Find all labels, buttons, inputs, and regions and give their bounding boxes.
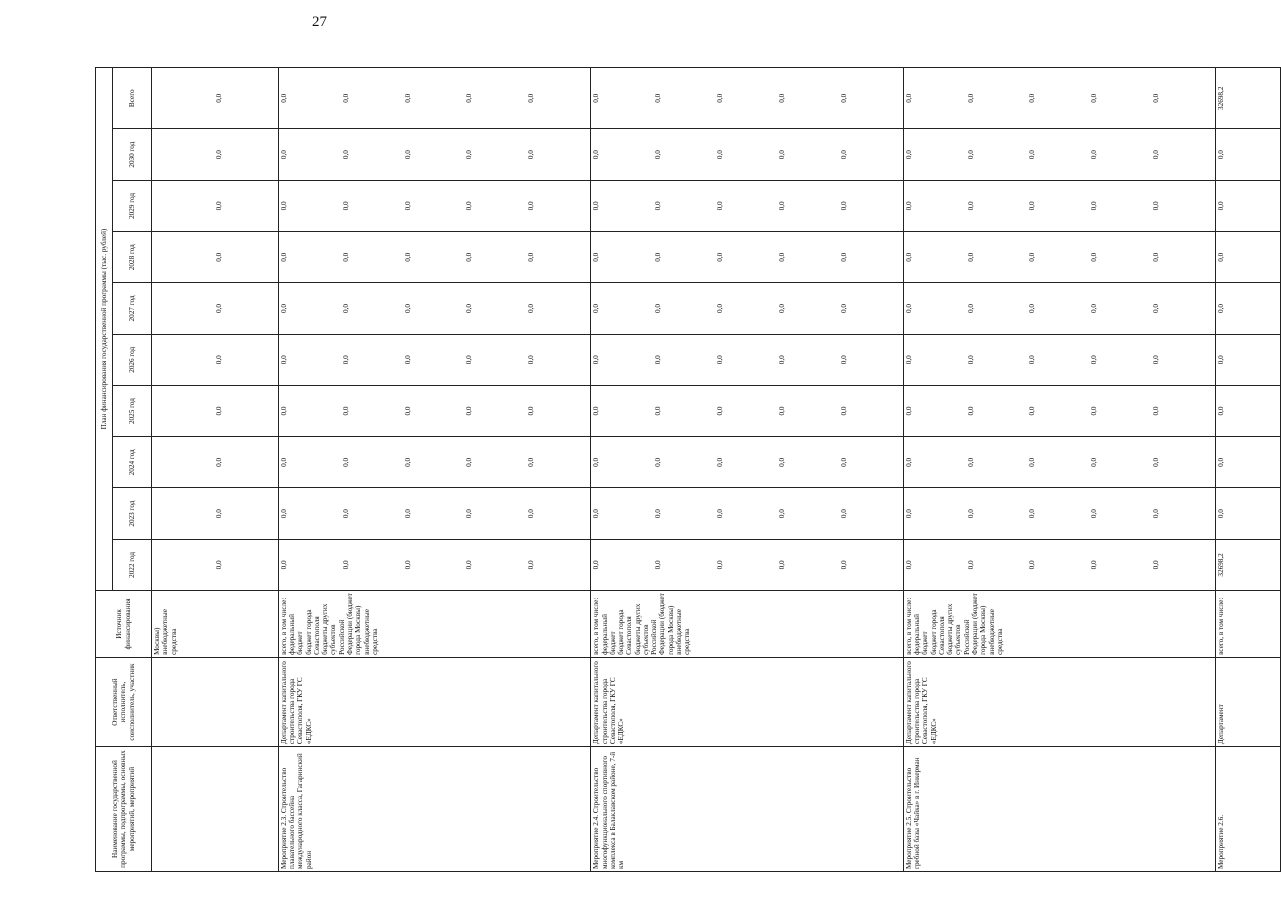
financing-table xyxy=(95,67,1281,872)
value: 0,0 xyxy=(279,304,288,313)
value: 0,0 xyxy=(1090,252,1099,262)
value: 0,0 xyxy=(527,406,536,416)
value xyxy=(153,542,215,588)
funding-source: всего, в том числе: xyxy=(592,597,601,655)
value: 0,0 xyxy=(1028,201,1037,211)
value: 0,0 xyxy=(839,355,848,365)
value: 0,0 xyxy=(716,355,725,365)
value: 0,0 xyxy=(1028,560,1037,570)
value: 0,0 xyxy=(279,201,288,211)
value-cell xyxy=(591,539,903,590)
value-cell xyxy=(152,68,279,130)
value: 0,0 xyxy=(341,93,350,103)
value: 0,0 xyxy=(592,406,601,416)
value: 0,0 xyxy=(1090,93,1099,103)
value xyxy=(153,337,215,383)
value: 0,0 xyxy=(654,93,663,103)
value: 0,0 xyxy=(716,304,725,313)
table-row xyxy=(903,68,1215,872)
value: 0,0 xyxy=(279,560,288,570)
value: 0,0 xyxy=(592,509,601,519)
value: 0,0 xyxy=(403,509,412,519)
value-cell xyxy=(1216,68,1281,130)
value: 0,0 xyxy=(341,355,350,365)
value: 0,0 xyxy=(403,457,412,467)
value-cell xyxy=(591,334,903,385)
value: 0,0 xyxy=(465,509,474,519)
value-cell xyxy=(903,180,1215,231)
value: 0,0 xyxy=(777,406,786,416)
header-year: 2026 год xyxy=(113,334,152,385)
value: 0,0 xyxy=(465,457,474,467)
value: 0,0 xyxy=(654,150,663,160)
value: 0,0 xyxy=(1217,304,1226,313)
header-year: Всего xyxy=(113,68,152,130)
value-cell xyxy=(152,334,279,385)
value: 0,0 xyxy=(654,509,663,519)
value: 0,0 xyxy=(1152,457,1161,467)
value: 0,0 xyxy=(403,355,412,365)
funding-source: всего, в том числе: xyxy=(904,597,913,655)
value: 0,0 xyxy=(1028,252,1037,262)
value: 0,0 xyxy=(527,252,536,262)
value: 0,0 xyxy=(1217,406,1226,416)
value: 0,0 xyxy=(839,509,848,519)
table-row xyxy=(152,68,279,872)
value-cell xyxy=(1216,488,1281,539)
value: 0,0 xyxy=(904,355,913,365)
value: 0,0 xyxy=(465,560,474,570)
value: 0,0 xyxy=(1152,252,1161,262)
value: 0,0 xyxy=(777,457,786,467)
value-cell xyxy=(278,283,590,334)
value: 0,0 xyxy=(1028,457,1037,467)
value: 0,0 xyxy=(839,457,848,467)
value: 0,0 xyxy=(966,150,975,160)
value: 0,0 xyxy=(214,201,223,211)
value: 0,0 xyxy=(904,93,913,103)
value: 0,0 xyxy=(403,93,412,103)
value: 0,0 xyxy=(1090,304,1099,313)
value-cell xyxy=(278,68,590,130)
value: 0,0 xyxy=(279,150,288,160)
responsible: Департамент капитального строительства города Севастополя, ГКУ ГС «ЕДКС» xyxy=(903,657,1215,746)
value: 0,0 xyxy=(839,93,848,103)
value: 0,0 xyxy=(592,304,601,313)
value: 0,0 xyxy=(592,201,601,211)
value: 0,0 xyxy=(777,304,786,313)
value: 0,0 xyxy=(527,355,536,365)
value-cell xyxy=(1216,129,1281,180)
value: 0,0 xyxy=(592,150,601,160)
value: 0,0 xyxy=(966,252,975,262)
value: 0,0 xyxy=(465,304,474,313)
value: 0,0 xyxy=(716,201,725,211)
value-cell xyxy=(152,488,279,539)
value: 0,0 xyxy=(279,252,288,262)
value-cell xyxy=(1216,334,1281,385)
value: 0,0 xyxy=(1152,304,1161,313)
value: 0,0 xyxy=(214,252,223,262)
value-cell xyxy=(591,488,903,539)
value: 0,0 xyxy=(527,304,536,313)
value: 0,0 xyxy=(465,252,474,262)
value: 0,0 xyxy=(1152,560,1161,570)
value: 0,0 xyxy=(839,150,848,160)
value: 0,0 xyxy=(1217,509,1226,519)
value: 0,0 xyxy=(403,406,412,416)
value-cell xyxy=(903,283,1215,334)
header-name: Наименование государственной программы, подпрограммы, основных мероприятий, мероприятий xyxy=(96,747,152,872)
page-number: 27 xyxy=(312,14,327,30)
value-cell xyxy=(591,283,903,334)
value: 0,0 xyxy=(904,509,913,519)
value-cell xyxy=(1216,437,1281,488)
value-cell xyxy=(152,283,279,334)
value: 0,0 xyxy=(777,355,786,365)
value: 0,0 xyxy=(1217,457,1226,467)
responsible: Департамент xyxy=(1216,657,1281,746)
value-cell xyxy=(152,180,279,231)
funding-source: внебюджетные средства xyxy=(161,609,178,655)
activity-name: Мероприятие 2.6. xyxy=(1216,747,1281,872)
value: 0,0 xyxy=(341,201,350,211)
value: 0,0 xyxy=(904,560,913,570)
value: 0,0 xyxy=(716,252,725,262)
value: 0,0 xyxy=(966,304,975,313)
value-cell xyxy=(1216,232,1281,283)
value: 0,0 xyxy=(1152,406,1161,416)
value: 0,0 xyxy=(904,304,913,313)
value-cell xyxy=(278,539,590,590)
value-cell xyxy=(1216,283,1281,334)
value-cell xyxy=(591,129,903,180)
value: 0,0 xyxy=(465,150,474,160)
funding-source: федеральный бюджет xyxy=(600,614,617,655)
value: 0,0 xyxy=(279,509,288,519)
value: 0,0 xyxy=(341,150,350,160)
value-cell xyxy=(1216,539,1281,590)
value: 0,0 xyxy=(966,457,975,467)
value-cell xyxy=(591,385,903,436)
value: 0,0 xyxy=(341,509,350,519)
value-cell xyxy=(903,129,1215,180)
value: 0,0 xyxy=(777,560,786,570)
header-year: 2022 год xyxy=(113,539,152,590)
activity-name: Мероприятие 2.4. Строительство многофункционального спортивного комплекса в Балаклавском районе, 7-й км xyxy=(591,747,903,872)
header-plan: План финансирования государственной программы (тыс. рублей) xyxy=(96,68,113,591)
responsible: Департамент капитального строительства города Севастополя, ГКУ ГС «ЕДКС» xyxy=(591,657,903,746)
value: 0,0 xyxy=(1028,93,1037,103)
value: 0,0 xyxy=(403,150,412,160)
activity-name: Мероприятие 2.3. Строительство плавательного бассейна международного класса, Гагаринский район xyxy=(278,747,590,872)
funding-source: внебюджетные средства xyxy=(362,609,379,655)
value: 0,0 xyxy=(1090,406,1099,416)
value: 0,0 xyxy=(527,93,536,103)
value: 0,0 xyxy=(1028,304,1037,313)
value: 0,0 xyxy=(1028,355,1037,365)
value: 0,0 xyxy=(214,457,223,467)
value: 0,0 xyxy=(1028,509,1037,519)
value: 32698,2 xyxy=(1217,86,1226,110)
value: 0,0 xyxy=(1152,150,1161,160)
value-cell xyxy=(278,232,590,283)
value: 0,0 xyxy=(527,201,536,211)
value: 0,0 xyxy=(1152,509,1161,519)
funding-source: федеральный бюджет xyxy=(912,614,930,655)
value: 0,0 xyxy=(1090,457,1099,467)
value-cell xyxy=(591,437,903,488)
value: 0,0 xyxy=(592,457,601,467)
value: 0,0 xyxy=(403,252,412,262)
value: 0,0 xyxy=(1217,355,1226,365)
value: 0,0 xyxy=(214,93,223,103)
value: 0,0 xyxy=(1152,355,1161,365)
value: 0,0 xyxy=(716,93,725,103)
table-row xyxy=(278,68,590,872)
value-cell xyxy=(152,129,279,180)
value: 0,0 xyxy=(839,560,848,570)
value: 0,0 xyxy=(839,406,848,416)
value: 0,0 xyxy=(592,355,601,365)
value-cell xyxy=(903,385,1215,436)
value: 0,0 xyxy=(279,406,288,416)
value xyxy=(153,490,215,536)
value: 0,0 xyxy=(465,201,474,211)
header-year: 2025 год xyxy=(113,385,152,436)
source-cell xyxy=(591,591,903,658)
header-year: 2030 год xyxy=(113,129,152,180)
value: 0,0 xyxy=(777,201,786,211)
funding-source: бюджет города Севастополя xyxy=(304,609,321,655)
value-cell xyxy=(591,232,903,283)
value: 0,0 xyxy=(966,93,975,103)
funding-source: бюджеты других субъектов Российской Федерации (бюджет города Москвы) xyxy=(946,593,988,655)
value: 0,0 xyxy=(839,304,848,313)
value: 0,0 xyxy=(654,355,663,365)
header-responsible: Ответственный исполнитель, соисполнитель, участник xyxy=(96,657,152,746)
value: 0,0 xyxy=(966,406,975,416)
value: 0,0 xyxy=(654,304,663,313)
value-cell xyxy=(152,232,279,283)
value-cell xyxy=(152,437,279,488)
value: 0,0 xyxy=(654,406,663,416)
value: 0,0 xyxy=(527,150,536,160)
value: 0,0 xyxy=(592,560,601,570)
value: 0,0 xyxy=(716,560,725,570)
value xyxy=(153,439,215,485)
header-year: 2024 год xyxy=(113,437,152,488)
value-cell xyxy=(903,232,1215,283)
header-year: 2028 год xyxy=(113,232,152,283)
value: 0,0 xyxy=(1090,201,1099,211)
value-cell xyxy=(152,385,279,436)
value: 0,0 xyxy=(904,406,913,416)
value: 0,0 xyxy=(592,93,601,103)
value: 0,0 xyxy=(1217,252,1226,262)
value-cell xyxy=(278,334,590,385)
source-cell xyxy=(152,591,279,658)
value: 0,0 xyxy=(1090,150,1099,160)
value: 0,0 xyxy=(527,457,536,467)
value: 0,0 xyxy=(214,304,223,313)
value: 0,0 xyxy=(1152,93,1161,103)
value: 0,0 xyxy=(214,560,223,570)
value: 0,0 xyxy=(592,252,601,262)
value: 0,0 xyxy=(341,560,350,570)
source-cell xyxy=(278,591,590,658)
value: 0,0 xyxy=(214,150,223,160)
value: 0,0 xyxy=(214,355,223,365)
header-source: Источник финансирования xyxy=(96,591,152,658)
value: 32698,2 xyxy=(1217,553,1226,577)
value-cell xyxy=(903,68,1215,130)
header-year: 2027 год xyxy=(113,283,152,334)
value: 0,0 xyxy=(1217,150,1226,160)
value: 0,0 xyxy=(403,201,412,211)
value: 0,0 xyxy=(1028,150,1037,160)
value xyxy=(153,388,215,434)
value xyxy=(153,183,215,229)
value-cell xyxy=(591,68,903,130)
source-cell xyxy=(903,591,1215,658)
value: 0,0 xyxy=(1028,406,1037,416)
value: 0,0 xyxy=(403,560,412,570)
funding-source: бюджет города Севастополя xyxy=(617,609,634,655)
value: 0,0 xyxy=(904,252,913,262)
value: 0,0 xyxy=(904,457,913,467)
value: 0,0 xyxy=(341,457,350,467)
value: 0,0 xyxy=(904,201,913,211)
value: 0,0 xyxy=(1090,509,1099,519)
value: 0,0 xyxy=(654,560,663,570)
table-row xyxy=(591,68,903,872)
value: 0,0 xyxy=(341,252,350,262)
activity-name xyxy=(152,747,279,872)
value-cell xyxy=(278,129,590,180)
value: 0,0 xyxy=(341,304,350,313)
value: 0,0 xyxy=(654,252,663,262)
value: 0,0 xyxy=(1217,201,1226,211)
value: 0,0 xyxy=(966,509,975,519)
funding-source: всего, в том числе: xyxy=(279,597,288,655)
value: 0,0 xyxy=(716,150,725,160)
value-cell xyxy=(278,180,590,231)
funding-source: внебюджетные средства xyxy=(675,609,692,655)
value xyxy=(153,285,215,331)
value: 0,0 xyxy=(341,406,350,416)
value-cell xyxy=(903,334,1215,385)
value: 0,0 xyxy=(1090,560,1099,570)
value: 0,0 xyxy=(966,201,975,211)
value: 0,0 xyxy=(527,560,536,570)
value: 0,0 xyxy=(716,457,725,467)
funding-source: Москвы) xyxy=(153,627,161,655)
value: 0,0 xyxy=(777,93,786,103)
value: 0,0 xyxy=(777,252,786,262)
value-cell xyxy=(903,488,1215,539)
value-cell xyxy=(591,180,903,231)
header-year: 2029 год xyxy=(113,180,152,231)
value: 0,0 xyxy=(839,201,848,211)
value: 0,0 xyxy=(465,406,474,416)
table-row xyxy=(1216,68,1281,872)
value-cell xyxy=(1216,385,1281,436)
value: 0,0 xyxy=(654,457,663,467)
value-cell xyxy=(278,488,590,539)
value-cell xyxy=(1216,180,1281,231)
value xyxy=(153,132,215,178)
funding-source: бюджеты других субъектов Российской Федерации (бюджет города Москвы) xyxy=(321,593,363,655)
value: 0,0 xyxy=(279,457,288,467)
value: 0,0 xyxy=(214,406,223,416)
value-cell xyxy=(278,385,590,436)
activity-name: Мероприятие 2.5. Строительство гребной базы «Чайка» в г. Инкерман xyxy=(903,747,1215,872)
value: 0,0 xyxy=(654,201,663,211)
responsible: Департамент капитального строительства города Севастополя, ГКУ ГС «ЕДКС» xyxy=(278,657,590,746)
funding-source: федеральный бюджет xyxy=(288,614,305,655)
value xyxy=(153,234,215,280)
value: 0,0 xyxy=(839,252,848,262)
funding-source: всего, в том числе: xyxy=(1217,597,1226,655)
value: 0,0 xyxy=(716,406,725,416)
funding-source: внебюджетные средства xyxy=(987,609,1004,655)
value xyxy=(153,70,215,127)
value: 0,0 xyxy=(777,509,786,519)
value: 0,0 xyxy=(777,150,786,160)
source-cell xyxy=(1216,591,1281,658)
responsible xyxy=(152,657,279,746)
funding-source: бюджет города Севастополя xyxy=(929,609,946,655)
value-cell xyxy=(152,539,279,590)
rotated-table-container xyxy=(95,67,1226,872)
funding-source: бюджеты других субъектов Российской Федерации (бюджет города Москвы) xyxy=(633,593,675,655)
value: 0,0 xyxy=(465,355,474,365)
value: 0,0 xyxy=(1090,355,1099,365)
value-cell xyxy=(903,437,1215,488)
value: 0,0 xyxy=(465,93,474,103)
value: 0,0 xyxy=(403,304,412,313)
value: 0,0 xyxy=(966,355,975,365)
header-year: 2023 год xyxy=(113,488,152,539)
value-cell xyxy=(278,437,590,488)
value: 0,0 xyxy=(904,150,913,160)
value-cell xyxy=(903,539,1215,590)
value: 0,0 xyxy=(279,355,288,365)
value: 0,0 xyxy=(966,560,975,570)
value: 0,0 xyxy=(214,509,223,519)
value: 0,0 xyxy=(279,93,288,103)
value: 0,0 xyxy=(716,509,725,519)
value: 0,0 xyxy=(527,509,536,519)
value: 0,0 xyxy=(1152,201,1161,211)
